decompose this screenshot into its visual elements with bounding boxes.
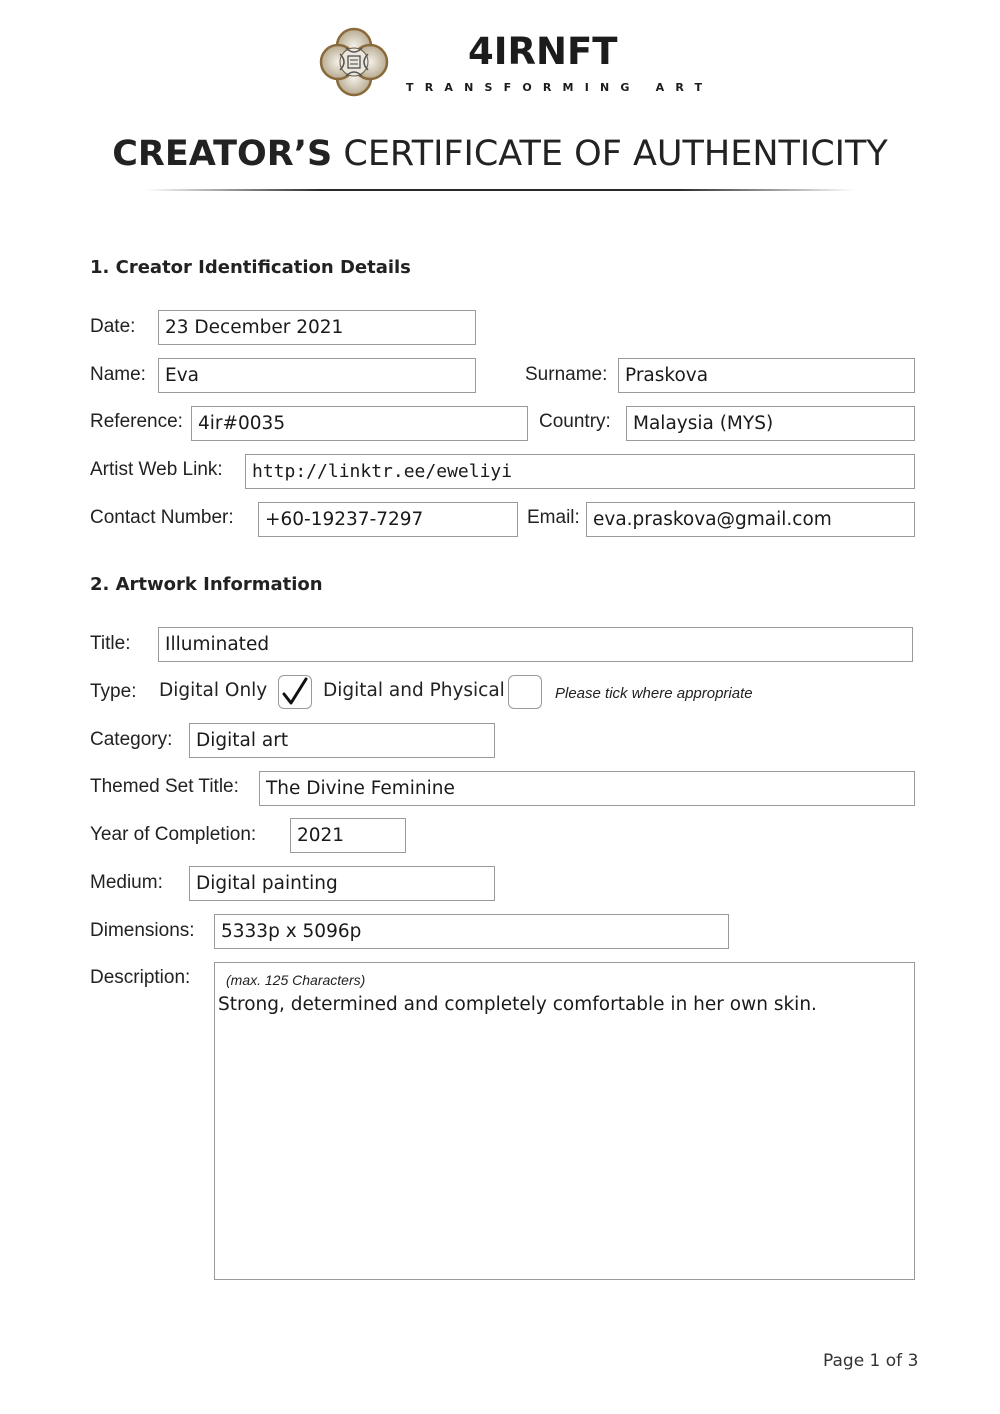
type-both-checkbox[interactable] <box>508 675 542 709</box>
reference-field[interactable]: 4ir#0035 <box>191 406 528 441</box>
reference-label: Reference: <box>90 411 183 432</box>
name-field[interactable]: Eva <box>158 358 476 393</box>
themed-set-field[interactable]: The Divine Feminine <box>259 771 915 806</box>
brand-logo-emblem <box>316 24 392 100</box>
document-title <box>0 134 1000 174</box>
section-heading-creator: 1. Creator Identification Details <box>90 257 411 278</box>
medium-label: Medium: <box>90 872 163 893</box>
checkmark-icon <box>279 676 313 710</box>
brand-tagline: TRANSFORMING ART <box>406 81 714 94</box>
country-label: Country: <box>539 411 611 432</box>
title-field[interactable]: Illuminated <box>158 627 913 662</box>
year-label: Year of Completion: <box>90 824 257 845</box>
themed-set-label: Themed Set Title: <box>90 776 239 797</box>
contact-number-field[interactable]: +60-19237-7297 <box>258 502 518 537</box>
description-hint: (max. 125 Characters) <box>226 972 366 988</box>
page-number: Page 1 of 3 <box>823 1351 919 1371</box>
dimensions-field[interactable]: 5333p x 5096p <box>214 914 729 949</box>
contact-number-label: Contact Number: <box>90 507 234 528</box>
brand-name: 4IRNFT <box>468 30 618 73</box>
document-title-rest: CERTIFICATE OF AUTHENTICITY <box>332 134 888 174</box>
year-field[interactable]: 2021 <box>290 818 406 853</box>
date-field[interactable]: 23 December 2021 <box>158 310 476 345</box>
web-link-label: Artist Web Link: <box>90 459 223 480</box>
surname-label: Surname: <box>525 364 608 385</box>
type-label: Type: <box>90 681 137 702</box>
category-field[interactable]: Digital art <box>189 723 495 758</box>
name-label: Name: <box>90 364 146 385</box>
description-text: Strong, determined and completely comfortable in her own skin. <box>218 994 817 1015</box>
section-heading-artwork: 2. Artwork Information <box>90 574 323 595</box>
dimensions-label: Dimensions: <box>90 920 195 941</box>
email-label: Email: <box>527 507 580 528</box>
type-digital-checkbox[interactable] <box>278 675 312 709</box>
surname-field[interactable]: Praskova <box>618 358 915 393</box>
description-label: Description: <box>90 967 191 988</box>
title-label: Title: <box>90 633 131 654</box>
date-label: Date: <box>90 316 136 337</box>
category-label: Category: <box>90 729 173 750</box>
web-link-field[interactable]: http://linktr.ee/eweliyi <box>245 454 915 489</box>
type-hint: Please tick where appropriate <box>555 685 753 702</box>
document-title-bold: CREATOR’S <box>112 134 333 174</box>
country-field[interactable]: Malaysia (MYS) <box>626 406 915 441</box>
title-divider <box>145 189 855 191</box>
type-option-both-label: Digital and Physical <box>323 680 505 701</box>
type-option-digital-label: Digital Only <box>159 680 268 701</box>
medium-field[interactable]: Digital painting <box>189 866 495 901</box>
email-field[interactable]: eva.praskova@gmail.com <box>586 502 915 537</box>
